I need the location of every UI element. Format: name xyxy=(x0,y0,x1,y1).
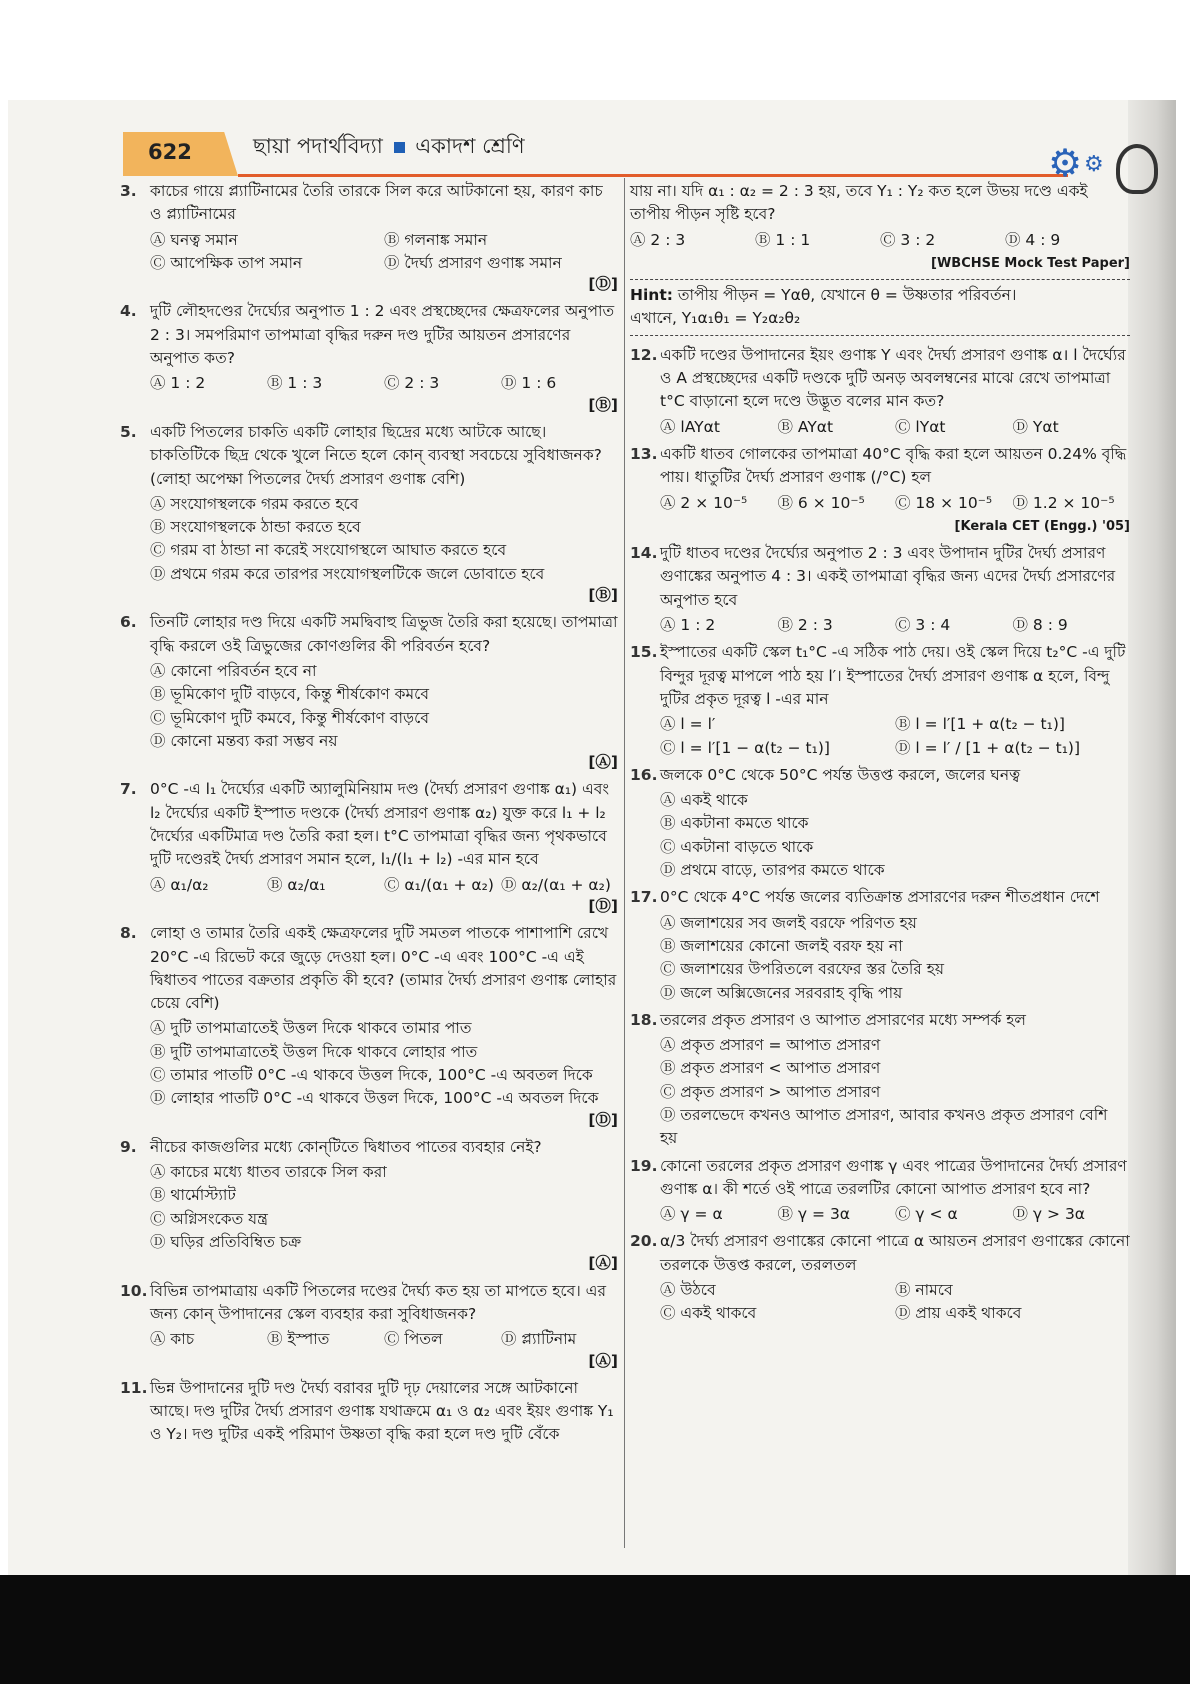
options xyxy=(150,874,618,897)
options xyxy=(150,660,618,753)
option-a: Ⓐ একই থাকে xyxy=(660,791,748,810)
small-gear-icon: ⚙ xyxy=(1084,152,1104,177)
question-item xyxy=(630,641,1130,759)
question-text: নীচের কাজগুলির মধ্যে কোন্‌টিতে দ্বিধাতব পাতের ব্যবহার নেই? xyxy=(150,1137,542,1156)
question-item xyxy=(630,344,1130,439)
option-a: Ⓐ প্রকৃত প্রসারণ = আপাত প্রসারণ xyxy=(660,1036,881,1055)
answer-key: [Ⓓ] xyxy=(588,275,618,294)
option-c: Ⓒ 3 : 2 xyxy=(880,230,936,249)
option-b: Ⓑ 1 : 1 xyxy=(755,230,811,249)
option-b: Ⓑ একটানা কমতে থাকে xyxy=(660,814,809,833)
options xyxy=(660,789,1130,882)
option-d: Ⓓ তরলভেদে কখনও আপাত প্রসারণ, আবার কখনও প্রকৃত প্রসারণ বেশি হয় xyxy=(660,1105,1108,1148)
option-a: Ⓐ ঘনত্ব সমান xyxy=(150,230,238,249)
answer-key: [Ⓐ] xyxy=(588,753,618,772)
options xyxy=(660,1034,1130,1150)
option-c: Ⓒ 18 × 10⁻⁵ xyxy=(895,493,993,512)
option-d: Ⓓ লোহার পাতটি 0°C -এ থাকবে উত্তল দিকে, 100°C -এ অবতল দিকে xyxy=(150,1089,599,1108)
options xyxy=(150,1161,618,1254)
option-b: Ⓑ জলাশয়ের কোনো জলই বরফ হয় না xyxy=(660,936,903,955)
question-number: 12. xyxy=(630,345,658,364)
column-divider xyxy=(624,178,625,1548)
question-text: তরলের প্রকৃত প্রসারণ ও আপাত প্রসারণের মধ্যে সম্পর্ক হল xyxy=(660,1010,1026,1029)
option-c: Ⓒ একটানা বাড়তে থাকে xyxy=(660,837,814,856)
option-a: Ⓐ কোনো পরিবর্তন হবে না xyxy=(150,661,317,680)
page-fold-shadow xyxy=(1128,100,1176,1575)
hint-line-2: এখানে, Y₁α₁θ₁ = Y₂α₂θ₂ xyxy=(630,309,801,328)
option-b: Ⓑ 2 : 3 xyxy=(777,616,833,635)
question-item xyxy=(630,443,1130,538)
options xyxy=(660,416,1130,439)
option-a: Ⓐ l = l′ xyxy=(660,715,716,734)
option-a: Ⓐ 1 : 2 xyxy=(660,616,716,635)
question-item xyxy=(120,421,618,607)
option-b: Ⓑ AYαt xyxy=(777,417,834,436)
question-number: 16. xyxy=(630,765,658,784)
option-c: Ⓒ জলাশয়ের উপরিতলে বরফের স্তর তৈরি হয় xyxy=(660,960,945,979)
question-number: 4. xyxy=(120,302,137,321)
question-number: 7. xyxy=(120,780,137,799)
option-c: Ⓒ আপেক্ষিক তাপ সমান xyxy=(150,253,303,272)
option-c: Ⓒ তামার পাতটি 0°C -এ থাকবে উত্তল দিকে, 100°C -এ অবতল দিকে xyxy=(150,1065,593,1084)
question-item xyxy=(630,542,1130,637)
option-c: Ⓒ γ < α xyxy=(895,1205,958,1224)
answer-key: [Ⓐ] xyxy=(588,1351,618,1370)
option-d: Ⓓ প্রথমে গরম করে তারপর সংযোগস্থলটিকে জলে ডোবাতে হবে xyxy=(150,564,545,583)
option-c: Ⓒ গরম বা ঠান্ডা না করেই সংযোগস্থলে আঘাত করতে হবে xyxy=(150,541,507,560)
option-d: Ⓓ প্ল্যাটিনাম xyxy=(501,1330,577,1349)
option-d: Ⓓ ঘড়ির প্রতিবিম্বিত চক্র xyxy=(150,1233,302,1252)
option-a: Ⓐ lAYαt xyxy=(660,417,720,436)
question-text: 0°C -এ l₁ দৈর্ঘ্যের একটি অ্যালুমিনিয়াম দণ্ড (দৈর্ঘ্য প্রসারণ গুণাঙ্ক α₁) এবং l₂ দৈর্ঘ্যের একটি ইস্পাত দণ্ডকে (দৈর্ঘ্য প্রসারণ গুণাঙ্ক α₂) যুক্ত করে l₁ + l₂ দৈর্ঘ্যের একটিমাত্র দণ্ড তৈরি করা হল। t°C তাপমাত্রা বৃদ্ধির জন্য পৃথকভাবে দুটি দণ্ডেরই দৈর্ঘ্য প্রসারণ সমান হলে, l₁/(l₁ + l₂) -এর মান হবে xyxy=(150,780,610,869)
question-number: 14. xyxy=(630,544,658,563)
answer-key: [Ⓑ] xyxy=(588,395,618,414)
answer-key: [Ⓑ] xyxy=(588,586,618,605)
question-item xyxy=(630,1155,1130,1227)
answer-key: [Ⓐ] xyxy=(588,1254,618,1273)
options xyxy=(660,713,1130,760)
options xyxy=(630,229,1130,252)
dark-background xyxy=(0,1575,1190,1684)
option-c: Ⓒ lYαt xyxy=(895,417,946,436)
option-b: Ⓑ ভূমিকোণ দুটি বাড়বে, কিন্তু শীর্ষকোণ কমবে xyxy=(150,685,429,704)
question-source: [Kerala CET (Engg.) '05] xyxy=(954,518,1130,534)
question-item xyxy=(630,1009,1130,1151)
question-number: 19. xyxy=(630,1156,658,1175)
option-d: Ⓓ 1 : 6 xyxy=(501,374,557,393)
option-a: Ⓐ α₁/α₂ xyxy=(150,875,209,894)
question-item xyxy=(120,1136,618,1276)
question-text: ইস্পাতের একটি স্কেল t₁°C -এ সঠিক পাঠ দেয়। ওই স্কেল দিয়ে t₂°C -এ দুটি বিন্দুর দূরত্ব মাপলে পাঠ হয় l′। ইস্পাতের দৈর্ঘ্য প্রসারণ গুণাঙ্ক α হলে, বিন্দু দুটির প্রকৃত দূরত্ব l -এর মান xyxy=(660,643,1126,708)
options xyxy=(660,614,1130,637)
option-b: Ⓑ থার্মোস্ট্যাট xyxy=(150,1186,236,1205)
option-d: Ⓓ প্রথমে বাড়ে, তারপর কমতে থাকে xyxy=(660,861,885,880)
option-c: Ⓒ ভূমিকোণ দুটি কমবে, কিন্তু শীর্ষকোণ বাড়বে xyxy=(150,708,429,727)
page-number: 622 xyxy=(148,140,192,164)
option-a: Ⓐ 2 : 3 xyxy=(630,230,686,249)
left-column xyxy=(120,180,618,1451)
question-text: লোহা ও তামার তৈরি একই ক্ষেত্রফলের দুটি সমতল পাতকে পাশাপাশি রেখে 20°C -এ রিভেট করে জুড়ে দেওয়া হল। 0°C -এ এবং 100°C -এ এই দ্বিধাতব পাতের বক্রতার প্রকৃতি কী হবে? (তামার দৈর্ঘ্য প্রসারণ গুণাঙ্ক লোহার চেয়ে বেশি) xyxy=(150,924,617,1013)
option-b: Ⓑ 1 : 3 xyxy=(267,374,323,393)
option-d: Ⓓ প্রায় একই থাকবে xyxy=(895,1304,1022,1323)
question-text: একটি পিতলের চাকতি একটি লোহার ছিদ্রের মধ্যে আটকে আছে। চাকতিটিকে ছিদ্র থেকে খুলে নিতে হলে কোন্ ব্যবস্থা সবচেয়ে সুবিধাজনক? (লোহা অপেক্ষা পিতলের দৈর্ঘ্য প্রসারণ গুণাঙ্ক বেশি) xyxy=(150,422,602,488)
answer-key: [Ⓓ] xyxy=(588,896,618,915)
question-source: [WBCHSE Mock Test Paper] xyxy=(931,255,1130,271)
option-d: Ⓓ α₂/(α₁ + α₂) xyxy=(501,875,611,894)
book-page xyxy=(8,100,1176,1575)
question-number: 11. xyxy=(120,1378,148,1397)
question-number: 6. xyxy=(120,613,137,632)
option-d: Ⓓ কোনো মন্তব্য করা সম্ভব নয় xyxy=(150,731,338,750)
option-c: Ⓒ 2 : 3 xyxy=(384,374,440,393)
option-d: Ⓓ 1.2 × 10⁻⁵ xyxy=(1012,493,1115,512)
options xyxy=(150,229,618,276)
hint-line-1: তাপীয় পীড়ন = Yαθ, যেখানে θ = উষ্ণতার পরিবর্তন। xyxy=(677,286,1017,305)
question-text: কাচের গায়ে প্ল্যাটিনামের তৈরি তারকে সিল করে আটকানো হয়, কারণ কাচ ও প্ল্যাটিনামের xyxy=(150,182,603,224)
option-b: Ⓑ গলনাঙ্ক সমান xyxy=(384,230,488,249)
question-item xyxy=(120,300,618,416)
question-item xyxy=(120,1377,618,1447)
hint-label: Hint: xyxy=(630,286,673,305)
option-c: Ⓒ 3 : 4 xyxy=(895,616,951,635)
question-item xyxy=(120,180,618,296)
book-title: ছায়া পদার্থবিদ্যা xyxy=(253,134,383,158)
option-c: Ⓒ α₁/(α₁ + α₂) xyxy=(384,875,494,894)
header-rule xyxy=(238,174,1068,177)
option-d: Ⓓ 4 : 9 xyxy=(1005,230,1061,249)
question-number: 20. xyxy=(630,1232,658,1251)
question-text: 0°C থেকে 4°C পর্যন্ত জলের ব্যতিক্রান্ত প্রসারণের দরুন শীতপ্রধান দেশে xyxy=(660,888,1100,907)
option-b: Ⓑ 6 × 10⁻⁵ xyxy=(777,493,865,512)
options xyxy=(150,1017,618,1110)
option-b: Ⓑ l = l′[1 + α(t₂ − t₁)] xyxy=(895,715,1065,734)
question-text: ভিন্ন উপাদানের দুটি দণ্ড দৈর্ঘ্য বরাবর দুটি দৃঢ় দেয়ালের সঙ্গে আটকানো আছে। দণ্ড দুটির দৈর্ঘ্য প্রসারণ গুণাঙ্ক যথাক্রমে α₁ ও α₂ এবং ইয়ং গুণাঙ্ক Y₁ ও Y₂। দণ্ড দুটির একই পরিমাণ উষ্ণতা বৃদ্ধি করা হলে দণ্ড দুটি বেঁকে xyxy=(150,1378,614,1444)
options xyxy=(660,1203,1130,1226)
option-d: Ⓓ 8 : 9 xyxy=(1012,616,1068,635)
question-number: 5. xyxy=(120,422,137,441)
question-number: 3. xyxy=(120,182,137,200)
option-b: Ⓑ দুটি তাপমাত্রাতেই উত্তল দিকে থাকবে লোহার পাত xyxy=(150,1042,478,1061)
question-text: যায় না। যদি α₁ : α₂ = 2 : 3 হয়, তবে Y₁ : Y₂ কত হলে উভয় দণ্ডে একই তাপীয় পীড়ন সৃষ্টি হবে? xyxy=(630,182,1088,224)
option-b: Ⓑ α₂/α₁ xyxy=(267,875,326,894)
option-a: Ⓐ 1 : 2 xyxy=(150,374,206,393)
question-text: জলকে 0°C থেকে 50°C পর্যন্ত উত্তপ্ত করলে, জলের ঘনত্ব xyxy=(660,765,1021,784)
options xyxy=(660,492,1130,515)
option-c: Ⓒ অগ্নিসংকেত যন্ত্র xyxy=(150,1209,268,1228)
title-separator-icon xyxy=(394,142,405,153)
question-text: একটি ধাতব গোলকের তাপমাত্রা 40°C বৃদ্ধি করা হলে আয়তন 0.24% বৃদ্ধি পায়। ধাতুটির দৈর্ঘ্য প্রসারণ গুণাঙ্ক (/°C) হল xyxy=(660,444,1127,487)
question-item xyxy=(120,778,618,918)
question-item xyxy=(120,611,618,774)
option-d: Ⓓ দৈর্ঘ্য প্রসারণ গুণাঙ্ক সমান xyxy=(384,253,562,272)
option-b: Ⓑ নামবে xyxy=(895,1281,953,1300)
option-a: Ⓐ জলাশয়ের সব জলই বরফে পরিণত হয় xyxy=(660,913,917,932)
running-title xyxy=(253,130,525,165)
right-questions xyxy=(630,344,1130,1326)
options xyxy=(660,1279,1130,1326)
gear-icon: ⚙ xyxy=(1048,141,1083,185)
question-number: 9. xyxy=(120,1137,137,1156)
right-column xyxy=(630,180,1130,1330)
question-text: তিনটি লোহার দণ্ড দিয়ে একটি সমদ্বিবাহু ত্রিভুজ তৈরি করা হয়েছে। তাপমাত্রা বৃদ্ধি করলে ওই ত্রিভুজের কোণগুলির কী পরিবর্তন হবে? xyxy=(150,613,618,655)
option-c: Ⓒ একই থাকবে xyxy=(660,1304,757,1323)
class-label: একাদশ শ্রেণি xyxy=(415,134,525,158)
option-d: Ⓓ জলে অক্সিজেনের সরবরাহ বৃদ্ধি পায় xyxy=(660,983,903,1002)
option-a: Ⓐ γ = α xyxy=(660,1205,723,1224)
hint-box xyxy=(630,279,1130,336)
option-d: Ⓓ γ > 3α xyxy=(1012,1205,1086,1224)
question-item xyxy=(630,764,1130,882)
option-c: Ⓒ পিতল xyxy=(384,1330,443,1349)
question-11-continued xyxy=(630,180,1130,275)
question-item xyxy=(120,1280,618,1373)
option-a: Ⓐ কাচ xyxy=(150,1330,195,1349)
option-b: Ⓑ প্রকৃত প্রসারণ < আপাত প্রসারণ xyxy=(660,1059,881,1078)
question-item xyxy=(630,1230,1130,1325)
options xyxy=(660,912,1130,1005)
question-number: 13. xyxy=(630,444,658,463)
question-text: একটি দণ্ডের উপাদানের ইয়ং গুণাঙ্ক Y এবং দৈর্ঘ্য প্রসারণ গুণাঙ্ক α। l দৈর্ঘ্যের ও A প্রস্থচ্ছেদের একটি দণ্ডকে দুটি অনড় অবলম্বনের মাঝে রেখে তাপমাত্রা t°C বাড়ানো হলে দণ্ডে উদ্ভূত বলের মান কত? xyxy=(660,345,1126,411)
option-b: Ⓑ ইস্পাত xyxy=(267,1330,330,1349)
option-d: Ⓓ Yαt xyxy=(1012,417,1059,436)
question-text: বিভিন্ন তাপমাত্রায় একটি পিতলের দণ্ডের দৈর্ঘ্য কত হয় তা মাপতে হবে। এর জন্য কোন্ উপাদানের স্কেল ব্যবহার করা সুবিধাজনক? xyxy=(150,1281,606,1323)
option-b: Ⓑ γ = 3α xyxy=(777,1205,851,1224)
question-text: দুটি লৌহদণ্ডের দৈর্ঘ্যের অনুপাত 1 : 2 এবং প্রস্থচ্ছেদের ক্ষেত্রফলের অনুপাত 2 : 3। সমপরিমাণ তাপমাত্রা বৃদ্ধির দরুন দণ্ড দুটির আয়তন প্রসারণের অনুপাত কত? xyxy=(150,302,615,368)
options xyxy=(150,372,618,395)
option-a: Ⓐ উঠবে xyxy=(660,1281,716,1300)
option-c: Ⓒ l = l′[1 − α(t₂ − t₁)] xyxy=(660,738,830,757)
question-number: 18. xyxy=(630,1010,658,1029)
question-text: দুটি ধাতব দণ্ডের দৈর্ঘ্যের অনুপাত 2 : 3 এবং উপাদান দুটির দৈর্ঘ্য প্রসারণ গুণাঙ্কের অনুপাত 4 : 3। একই তাপমাত্রা বৃদ্ধির জন্য এদের দৈর্ঘ্য প্রসারণের অনুপাত হবে xyxy=(660,544,1116,609)
question-text: কোনো তরলের প্রকৃত প্রসারণ গুণাঙ্ক γ এবং পাত্রের উপাদানের দৈর্ঘ্য প্রসারণ গুণাঙ্ক α। কী শর্তে ওই পাত্রে তরলটির কোনো আপাত প্রসারণ হবে না? xyxy=(660,1156,1127,1198)
question-number: 17. xyxy=(630,888,658,907)
options xyxy=(150,1328,618,1351)
options xyxy=(150,493,618,586)
question-number: 8. xyxy=(120,924,137,943)
option-d: Ⓓ l = l′ / [1 + α(t₂ − t₁)] xyxy=(895,738,1081,757)
option-a: Ⓐ দুটি তাপমাত্রাতেই উত্তল দিকে থাকবে তামার পাত xyxy=(150,1019,472,1038)
question-item xyxy=(120,922,618,1132)
option-a: Ⓐ কাচের মধ্যে ধাতব তারকে সিল করা xyxy=(150,1163,387,1182)
option-c: Ⓒ প্রকৃত প্রসারণ > আপাত প্রসারণ xyxy=(660,1082,881,1101)
question-item xyxy=(630,886,1130,1004)
option-b: Ⓑ সংযোগস্থলকে ঠান্ডা করতে হবে xyxy=(150,518,361,537)
question-number: 15. xyxy=(630,643,658,662)
answer-key: [Ⓓ] xyxy=(588,1110,618,1129)
option-a: Ⓐ সংযোগস্থলকে গরম করতে হবে xyxy=(150,494,359,513)
question-text: α/3 দৈর্ঘ্য প্রসারণ গুণাঙ্কের কোনো পাত্রে α আয়তন প্রসারণ গুণাঙ্কের কোনো তরলকে উত্তপ্ত করলে, তরলতল xyxy=(660,1232,1130,1274)
option-a: Ⓐ 2 × 10⁻⁵ xyxy=(660,493,748,512)
question-number: 10. xyxy=(120,1281,148,1300)
